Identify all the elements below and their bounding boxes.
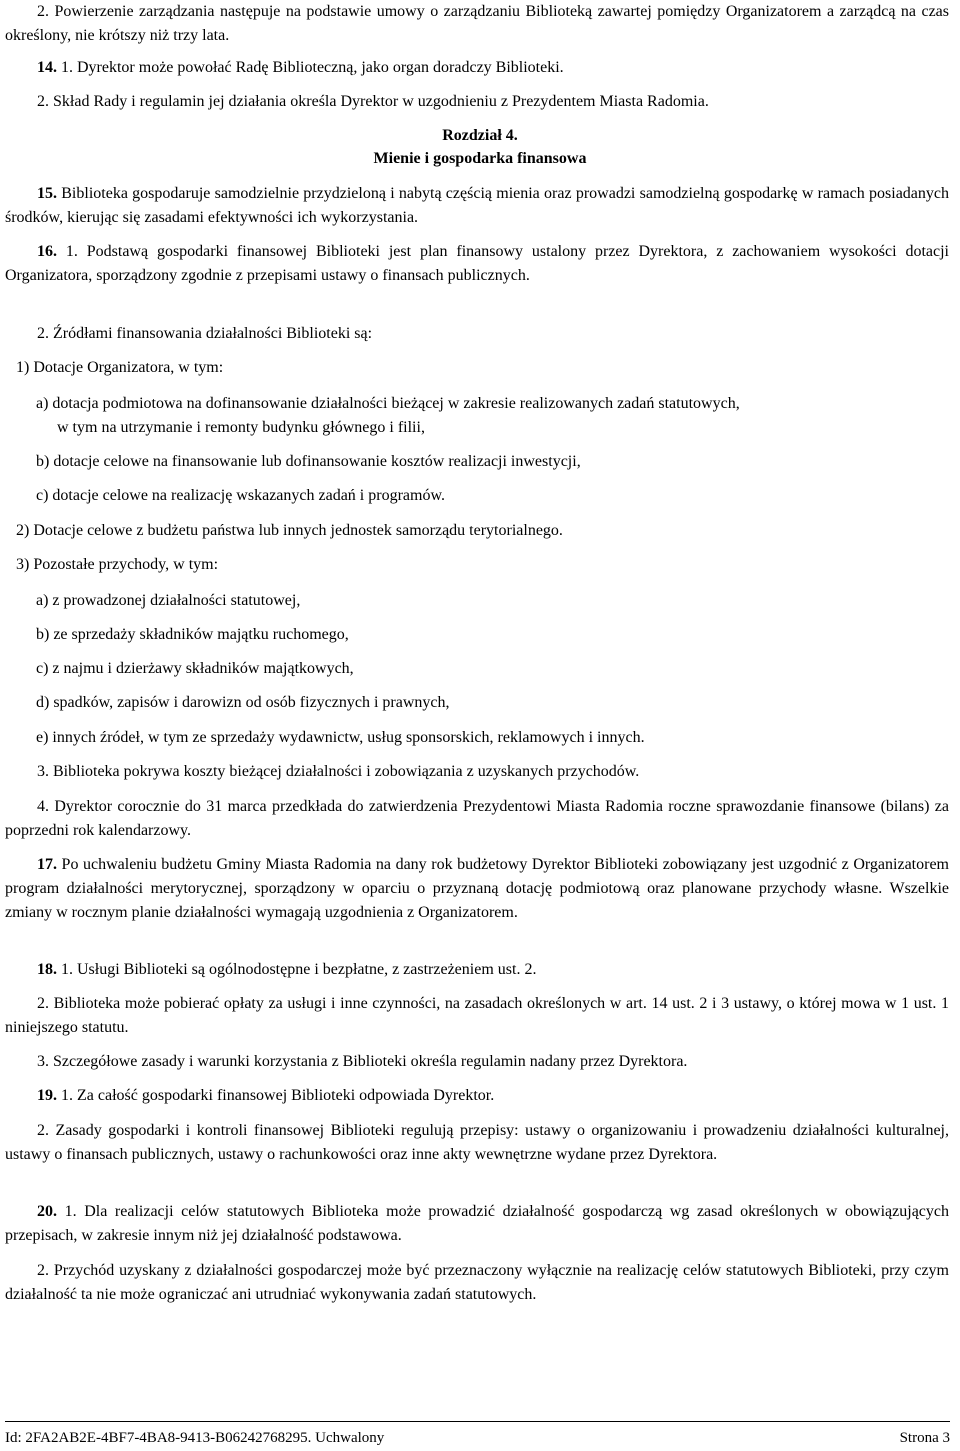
section-15-paragraph [5,182,949,230]
paragraph-text: 1. Podstawą gospodarki finansowej Biblioteki jest plan finansowy ustalony przez Dyrektora, z zachowaniem wysokości dotacji Organizatora, sporządzony zgodnie z przepisami ustawy o finansach publicznych. [5,243,949,284]
section-20-paragraph-1 [5,1200,949,1248]
section-16-paragraph-1 [5,240,949,288]
page-footer [5,1428,950,1448]
list-item: b) dotacje celowe na finansowanie lub dofinansowanie kosztów realizacji inwestycji, [36,453,581,470]
section-number: 19. [37,1087,57,1104]
list-item: 3) Pozostałe przychody, w tym: [16,556,219,573]
paragraph: 3. Biblioteka pokrywa koszty bieżącej działalności i zobowiązania z uzyskanych przychodów. [37,763,640,780]
page-number: Strona 3 [899,1430,950,1446]
paragraph: 2. Skład Rady i regulamin jej działania określa Dyrektor w uzgodnieniu z Prezydentem Miasta Radomia. [37,93,709,110]
paragraph-text: 1. Usługi Biblioteki są ogólnodostępne i bezpłatne, z zastrzeżeniem ust. 2. [57,961,537,978]
section-14-paragraph-1 [5,56,949,80]
paragraph: 2. Biblioteka może pobierać opłaty za usługi i inne czynności, na zasadach określonych w art. 14 ust. 2 i 3 ustawy, o której mowa w 1 ust. 1 niniejszego statutu. [5,995,949,1036]
section-number: 17. [37,856,57,873]
list-item: c) z najmu i dzierżawy składników majątkowych, [36,660,354,677]
list-item: d) spadków, zapisów i darowizn od osób fizycznych i prawnych, [36,694,450,711]
list-item: c) dotacje celowe na realizację wskazanych zadań i programów. [36,487,445,504]
list-item: b) ze sprzedaży składników majątku ruchomego, [36,626,349,643]
paragraph: 4. Dyrektor corocznie do 31 marca przedkłada do zatwierdzenia Prezydentowi Miasta Radomia roczne sprawozdanie finansowe (bilans) za poprzedni rok kalendarzowy. [5,798,949,839]
section-19-paragraph-1 [5,1084,949,1108]
section-18-paragraph-1 [5,958,949,982]
list-item: 2) Dotacje celowe z budżetu państwa lub innych jednostek samorządu terytorialnego. [16,522,563,539]
paragraph-text: 1. Dyrektor może powołać Radę Biblioteczną, jako organ doradczy Biblioteki. [57,59,564,76]
section-number: 18. [37,961,57,978]
list-item: 1) Dotacje Organizatora, w tym: [16,359,224,376]
paragraph: 2. Powierzenie zarządzania następuje na podstawie umowy o zarządzaniu Biblioteką zawartej pomiędzy Organizatorem a zarządcą na czas określony, nie krótszy niż trzy lata. [5,3,949,44]
chapter-title: Mienie i gospodarka finansowa [373,150,587,167]
paragraph-text: Biblioteka gospodaruje samodzielnie przydzieloną i nabytą częścią mienia oraz prowadzi samodzielną gospodarkę w ramach posiadanych środków, kierując się zasadami efektywności ich wykorzystania. [5,185,949,226]
section-number: 15. [37,185,57,202]
document-id: Id: 2FA2AB2E-4BF7-4BA8-9413-B06242768295. Uchwalony [5,1430,385,1446]
list-item: e) innych źródeł, w tym ze sprzedaży wydawnictw, usług sponsorskich, reklamowych i innych. [36,729,645,746]
section-17-paragraph [5,853,949,925]
paragraph-text: 1. Za całość gospodarki finansowej Biblioteki odpowiada Dyrektor. [57,1087,495,1104]
paragraph-text: Po uchwaleniu budżetu Gminy Miasta Radomia na dany rok budżetowy Dyrektor Biblioteki zobowiązany jest uzgodnić z Organizatorem program działalności merytorycznej, sporządzony w oparciu o przyznaną dotację podmiotową oraz planowane przychody własne. Wszelkie zmiany w rocznym planie działalności wymagają uzgodnienia z Organizatorem. [5,856,949,921]
list-item: a) z prowadzonej działalności statutowej, [36,592,301,609]
chapter-heading: Rozdział 4. [442,127,518,144]
paragraph: 2. Przychód uzyskany z działalności gospodarczej może być przeznaczony wyłącznie na realizację celów statutowych Biblioteki, przy czym działalność ta nie może ograniczać ani utrudniać wykonywania zadań statutowych. [5,1262,949,1303]
section-number: 20. [37,1203,57,1220]
list-item [36,392,949,440]
list-item-text: a) dotacja podmiotowa na dofinansowanie działalności bieżącej w zakresie realizowanych zadań statutowych, [36,395,740,412]
paragraph-text: 1. Dla realizacji celów statutowych Biblioteka może prowadzić działalność gospodarczą wg zasad określonych w obowiązujących przepisach, w zakresie innym niż jej działalność podstawowa. [5,1203,949,1244]
paragraph: 2. Źródłami finansowania działalności Biblioteki są: [37,325,373,342]
section-number: 14. [37,59,57,76]
list-item-continuation: w tym na utrzymanie i remonty budynku głównego i filii, [57,419,425,436]
paragraph: 3. Szczegółowe zasady i warunki korzystania z Biblioteki określa regulamin nadany przez Dyrektora. [37,1053,688,1070]
paragraph: 2. Zasady gospodarki i kontroli finansowej Biblioteki regulują przepisy: ustawy o organizowaniu i prowadzeniu działalności kulturalnej, ustawy o finansach publicznych, ustawy o rachunkowości oraz inne akty wewnętrzne wydane przez Dyrektora. [5,1122,949,1163]
footer-divider [5,1421,950,1422]
section-number: 16. [37,243,57,260]
